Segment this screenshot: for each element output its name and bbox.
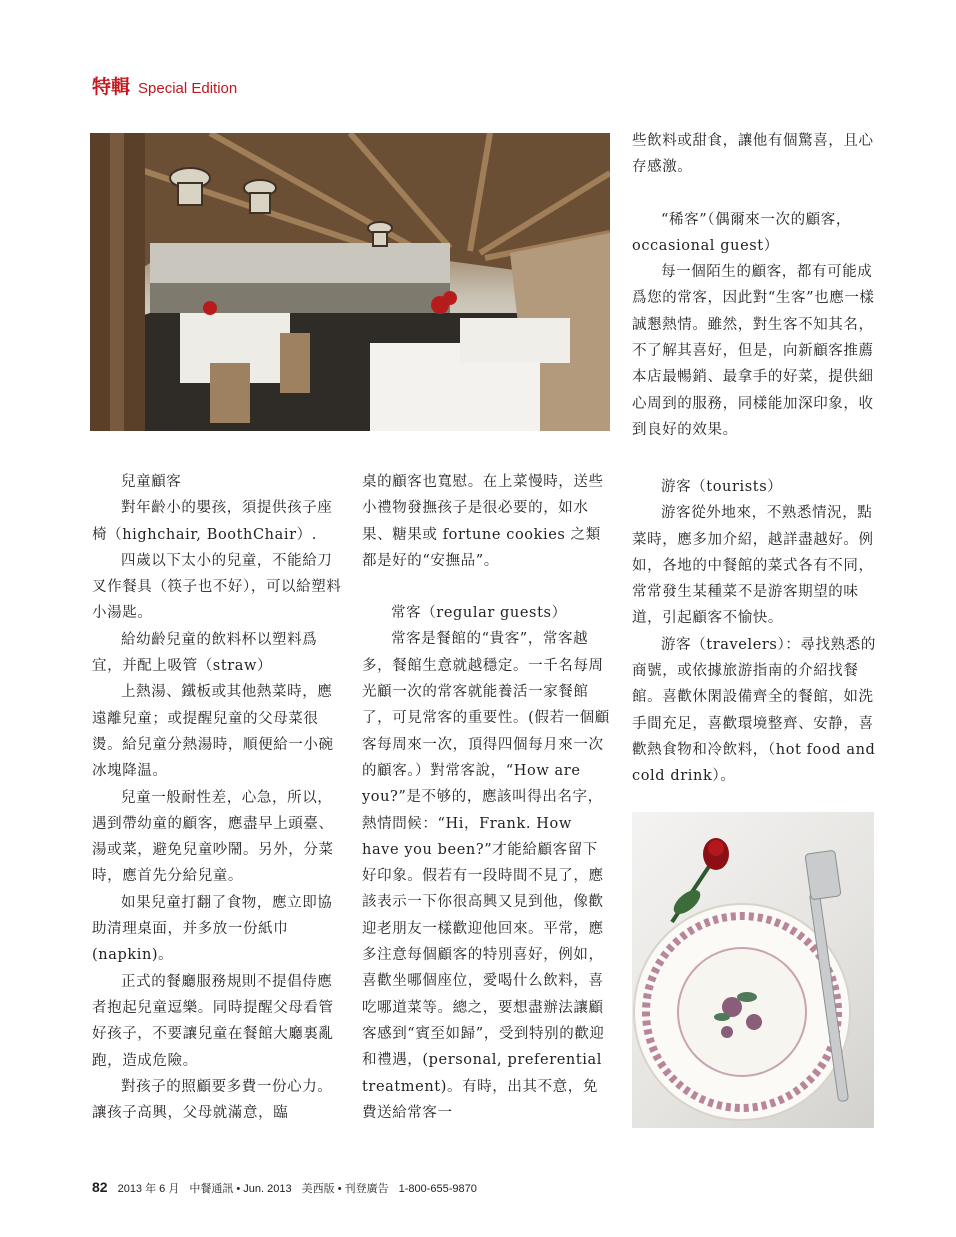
page-number: 82 [92, 1179, 108, 1195]
text-column-1 [92, 469, 342, 1126]
paragraph: 每一個陌生的顧客，都有可能成爲您的常客，因此對“生客”也應一樣誠懇熱情。雖然，對生客不知其名，不了解其喜好，但是，向新顧客推薦本店最暢銷、最拿手的好菜，提供細心周到的服務，同樣能加深印象，收到良好的效果。 [632, 264, 875, 438]
text-column-3-bottom [632, 474, 882, 790]
paragraph: 游客（travelers）：尋找熟悉的商號，或依據旅游指南的介紹找餐館。喜歡休閑設備齊全的餐館，如洗手間充足，喜歡環境整齊、安静，喜歡熱食物和冷飲料，（hot food and cold drink）。 [632, 636, 876, 785]
paragraph: 對孩子的照顧要多費一份心力。讓孩子高興，父母就滿意，臨 [92, 1078, 333, 1122]
paragraph: 正式的餐廳服務規則不提倡侍應者抱起兒童逗樂。同時提醒父母看管好孩子，不要讓兒童在餐館大廳裏亂跑，造成危險。 [92, 973, 334, 1069]
section-title-en: Special Edition [138, 80, 238, 97]
restaurant-photo [90, 133, 610, 431]
paragraph: 如果兒童打翻了食物，應立即協助清理桌面，并多放一份紙巾(napkin)。 [92, 894, 333, 964]
paragraph: 給幼齡兒童的飲料杯以塑料爲宜，并配上吸管（straw） [92, 631, 318, 675]
subheading-occasional-guest: “稀客”（偶爾來一次的顧客，occasional guest） [632, 211, 851, 254]
subheading-tourists: 游客（tourists） [661, 479, 783, 495]
edition-label: 美西版 • 刊登廣告 [301, 1183, 389, 1195]
section-title-zh: 特輯 [92, 76, 131, 98]
text-column-2 [362, 469, 612, 1126]
paragraph: 四歲以下太小的兒童，不能給刀叉作餐具（筷子也不好），可以給塑料小湯匙。 [92, 552, 342, 622]
plate-photo [632, 812, 874, 1128]
text-column-3-top [632, 128, 882, 443]
publication-name: 中餐通訊 • Jun. 2013 [189, 1183, 292, 1195]
section-header [92, 72, 237, 99]
ad-phone: 1-800-655-9870 [398, 1183, 477, 1195]
paragraph: 上熱湯、鐵板或其他熱菜時，應遠離兒童；或提醒兒童的父母菜很燙。給兒童分熱湯時，順便給一小碗冰塊降温。 [92, 684, 334, 780]
paragraph: 游客從外地來，不熟悉情況，點菜時，應多加介紹，越詳盡越好。例如，各地的中餐館的菜式各有不同，常常發生某種菜不是游客期望的味道，引起顧客不愉快。 [632, 505, 874, 627]
paragraph: 對年齡小的嬰孩，須提供孩子座椅（highchair, BoothChair）. [92, 500, 333, 543]
paragraph: 兒童一般耐性差，心急，所以，遇到帶幼童的顧客，應盡早上頭臺、湯或菜，避免兒童吵鬧。另外，分菜時，應首先分給兒童。 [92, 789, 334, 885]
subheading-regular-guests: 常客（regular guests） [391, 605, 567, 622]
paragraph-continued: 桌的顧客也寬慰。在上菜慢時，送些小禮物發撫孩子是很必要的，如水果、糖果或 fortune cookies 之類都是好的“安撫品”。 [362, 474, 604, 569]
paragraph: 常客是餐館的“貴客”，常客越多，餐館生意就越穩定。一千名每周光顧一次的常客就能養活一家餐館了，可見常客的重要性。(假若一個顧客每周來一次，頂得四個每月來一次的顧客。）對常客說，“How are you?”是不够的，應該叫得出名字，熱情問候：“Hi，Frank. How have you been?”才能給顧客留下好印象。假若有一段時間不見了，應該表示一下你很高興又見到他，像歡迎老朋友一樣歡迎他回來。平常，應多注意每個顧客的特別喜好，例如，喜歡坐哪個座位，愛喝什么飲料，喜吃哪道菜等。總之，要想盡辦法讓顧客感到“賓至如歸”，受到特别的歡迎和禮遇，(personal, preferential treatment)。有時，出其不意，免費送給常客一 [362, 631, 610, 1121]
subheading-children: 兒童顧客 [121, 474, 182, 490]
paragraph-continued: 些飲料或甜食，讓他有個驚喜，且心存感激。 [632, 133, 874, 176]
issue-date: 2013 年 6 月 [117, 1183, 180, 1195]
page-footer [92, 1179, 477, 1196]
